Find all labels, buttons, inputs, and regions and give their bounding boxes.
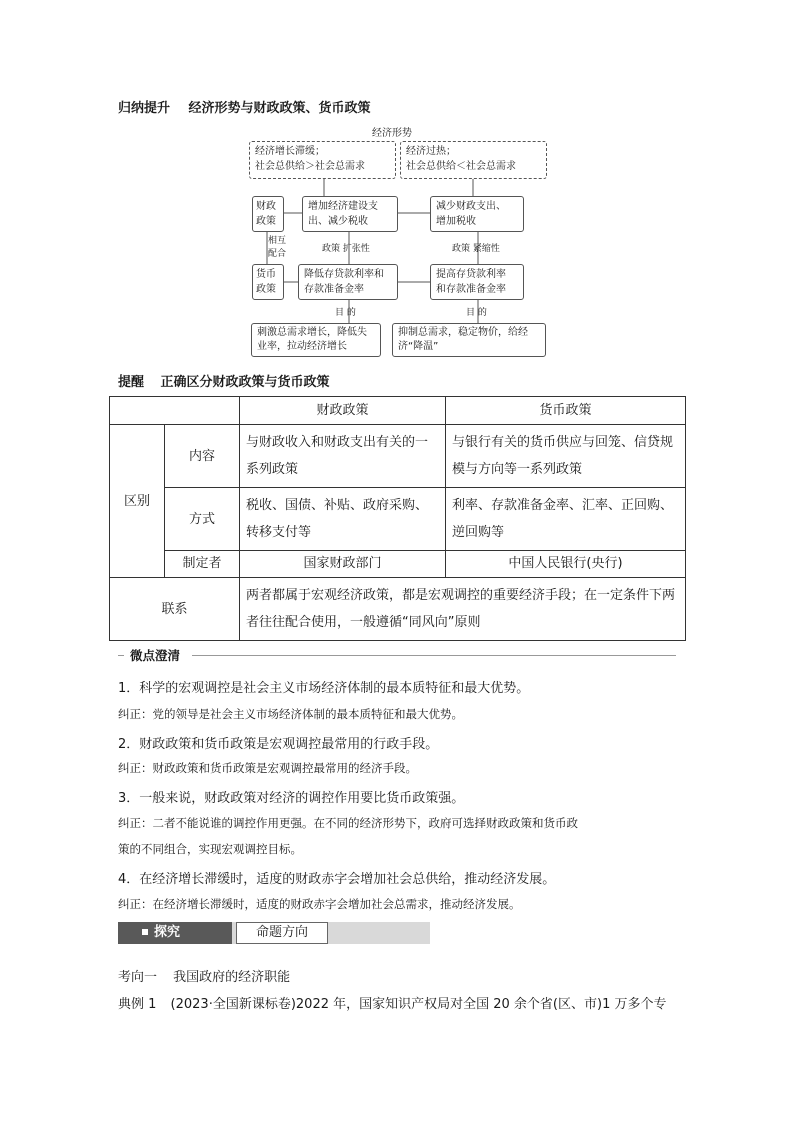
reminder-tag: 提醒	[118, 375, 145, 390]
fiscal-label-line2: 政策	[256, 216, 276, 227]
contractionary-fiscal-line2: 增加税收	[436, 216, 476, 227]
heading-text: 经济形势与财政政策、货币政策	[188, 101, 371, 116]
state-overheat-line2: 社会总供给＜社会总需求	[406, 161, 516, 172]
expansionary-monetary-line2: 存款准备金率	[304, 284, 364, 295]
table-row	[110, 425, 686, 488]
reminder-heading	[118, 371, 330, 390]
contractionary-fiscal-box	[430, 196, 524, 232]
mutual-cooperation-label	[268, 235, 286, 261]
stimulus-goal-box	[251, 323, 381, 357]
mutual-line1: 相互	[268, 236, 287, 246]
clarify-rule-left	[118, 655, 124, 656]
fiscal-policy-label	[252, 196, 284, 232]
example-text: (2023·全国新课标卷)2022 年，国家知识产权局对全国 20 余个省(区、市)1 万多个专	[170, 997, 667, 1012]
clarify-fix-1: 纠正：党的领导是社会主义市场经济体制的最本质特征和最大优势。	[118, 707, 463, 721]
contractionary-monetary-line1: 提高存贷款利率	[436, 269, 506, 280]
example-label: 典例 1	[118, 997, 157, 1012]
stimulus-goal-line1: 刺激总需求增长，降低失	[257, 327, 367, 338]
contractionary-label: 政策 紧缩性	[452, 244, 500, 254]
fiscal-method: 税收、国债、补贴、政府采购、转移支付等	[240, 488, 446, 551]
table-row	[110, 488, 686, 551]
contractionary-monetary-box	[430, 264, 524, 300]
clarify-fix-3-cont: 策的不同组合，实现宏观调控目标。	[118, 842, 302, 856]
monetary-maker: 中国人民银行(央行)	[446, 551, 686, 578]
explore-label: 探究	[154, 925, 181, 940]
cooling-goal-line2: 济“降温”	[398, 341, 439, 352]
contractionary-fiscal-line1: 减少财政支出、	[436, 201, 506, 212]
cooling-goal-box	[392, 323, 546, 357]
cooling-goal-line1: 抑制总需求，稳定物价，给经	[398, 327, 528, 338]
table-corner	[110, 397, 240, 425]
clarify-fix-4: 纠正：在经济增长滞缓时，适度的财政赤字会增加社会总需求，推动经济发展。	[118, 897, 521, 911]
direction-label: 考向一	[118, 970, 158, 985]
clarify-fix-2: 纠正：财政政策和货币政策是宏观调控最常用的经济手段。	[118, 761, 417, 775]
direction-heading	[118, 966, 290, 985]
table-header-row	[110, 397, 686, 425]
stimulus-goal-line2: 业率，拉动经济增长	[257, 341, 347, 352]
monetary-label-line1: 货币	[256, 269, 276, 280]
monetary-content: 与银行有关的货币供应与回笼、信贷规模与方向等一系列政策	[446, 425, 686, 488]
clarify-title: 微点澄清	[130, 648, 181, 663]
diagram-top-label: 经济形势	[372, 128, 412, 139]
expansionary-label: 政策 扩张性	[322, 244, 370, 254]
policy-comparison-table	[109, 396, 686, 641]
expansionary-fiscal-line1: 增加经济建设支	[308, 201, 378, 212]
state-slowdown-line2: 社会总供给＞社会总需求	[255, 161, 365, 172]
state-overheat-line1: 经济过热；	[406, 146, 456, 157]
reminder-text: 正确区分财政政策与货币政策	[160, 375, 330, 390]
clarify-item-4: 4．在经济增长滞缓时，适度的财政赤字会增加社会总供给，推动经济发展。	[118, 872, 556, 887]
monetary-method: 利率、存款准备金率、汇率、正回购、逆回购等	[446, 488, 686, 551]
square-bullet-icon	[142, 929, 148, 935]
clarify-item-2: 2．财政政策和货币政策是宏观调控最常用的行政手段。	[118, 737, 439, 752]
relation-label: 联系	[110, 578, 240, 641]
contractionary-monetary-line2: 和存款准备金率	[436, 284, 506, 295]
monetary-label-line2: 政策	[256, 284, 276, 295]
state-slowdown-line1: 经济增长滞缓；	[255, 146, 325, 157]
example-line	[118, 993, 666, 1012]
clarify-item-1: 1．科学的宏观调控是社会主义市场经济体制的最本质特征和最大优势。	[118, 681, 530, 696]
row-label: 方式	[165, 488, 240, 551]
clarify-item-3: 3．一般来说，财政政策对经济的调控作用要比货币政策强。	[118, 791, 465, 806]
row-label: 制定者	[165, 551, 240, 578]
fiscal-label-line1: 财政	[256, 201, 276, 212]
expansionary-fiscal-line2: 出、减少税收	[308, 216, 368, 227]
fiscal-content: 与财政收入和财政支出有关的一系列政策	[240, 425, 446, 488]
relation-text: 两者都属于宏观经济政策，都是宏观调控的重要经济手段；在一定条件下两者往往配合使用，一般遵循“同风向”原则	[240, 578, 686, 641]
header-monetary: 货币政策	[446, 397, 686, 425]
header-fiscal: 财政政策	[240, 397, 446, 425]
state-overheat	[400, 141, 547, 179]
monetary-policy-label	[252, 264, 284, 300]
explore-banner-dark	[118, 922, 232, 944]
purpose-label-right: 目 的	[466, 308, 487, 318]
diff-label: 区别	[110, 425, 165, 578]
table-row	[110, 551, 686, 578]
clarify-rule	[192, 655, 676, 656]
clarify-fix-3: 纠正：二者不能说谁的调控作用更强。在不同的经济形势下，政府可选择财政政策和货币政	[118, 816, 578, 830]
heading-tag: 归纳提升	[118, 101, 171, 116]
direction-text: 我国政府的经济职能	[173, 970, 291, 985]
row-label: 内容	[165, 425, 240, 488]
expansionary-monetary-line1: 降低存贷款利率和	[304, 269, 384, 280]
fiscal-maker: 国家财政部门	[240, 551, 446, 578]
expansionary-fiscal-box	[302, 196, 398, 232]
expansionary-monetary-box	[298, 264, 398, 300]
state-slowdown	[249, 141, 396, 179]
table-row	[110, 578, 686, 641]
mutual-line2: 配合	[268, 249, 287, 259]
proposition-direction-tab: 命题方向	[236, 922, 328, 944]
purpose-label-left: 目 的	[335, 308, 356, 318]
